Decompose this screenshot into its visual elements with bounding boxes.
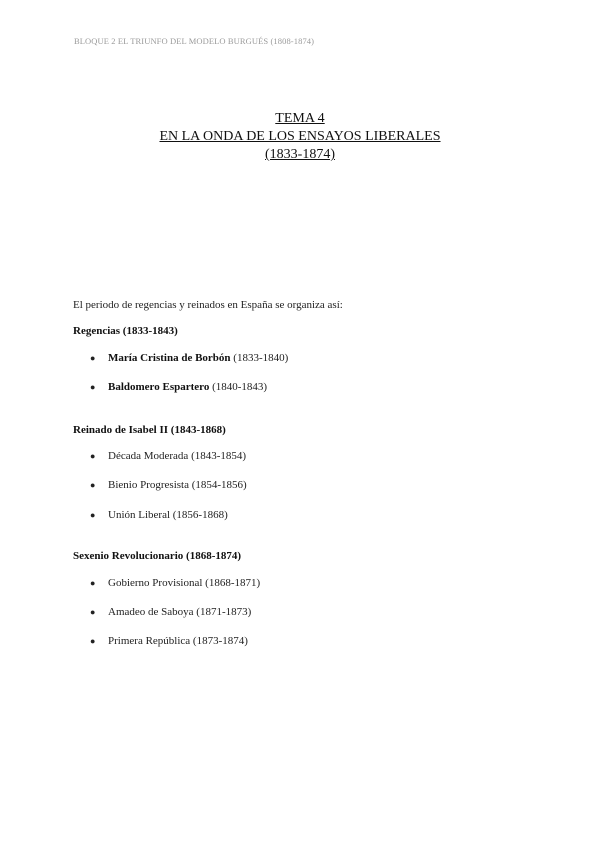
list-item-bold: María Cristina de Borbón <box>108 352 231 364</box>
list-item <box>90 352 288 364</box>
bullet-icon: ● <box>90 451 96 461</box>
section-heading-isabel-ii: Reinado de Isabel II (1843-1868) <box>73 424 226 436</box>
list-item-text: Gobierno Provisional (1868-1871) <box>108 577 261 589</box>
bullet-icon: ● <box>90 382 96 392</box>
title-line-2: EN LA ONDA DE LOS ENSAYOS LIBERALES <box>159 129 441 144</box>
list-item-text: Década Moderada (1843-1854) <box>108 450 247 462</box>
bullet-icon: ● <box>90 636 96 646</box>
list-item <box>90 479 247 491</box>
bullet-icon: ● <box>90 480 96 490</box>
bullet-icon: ● <box>90 607 96 617</box>
title-line-3: (1833-1874) <box>265 147 335 162</box>
intro-paragraph: El periodo de regencias y reinados en España se organiza así: <box>73 299 343 311</box>
running-header: BLOQUE 2 EL TRIUNFO DEL MODELO BURGUÉS (1808-1874) <box>74 36 315 46</box>
section-heading-regencias: Regencias (1833-1843) <box>73 325 178 337</box>
list-item-text: (1833-1840) <box>230 352 289 364</box>
list-item-text: Amadeo de Saboya (1871-1873) <box>108 606 252 618</box>
list-item <box>90 509 228 521</box>
list-item-text: Primera República (1873-1874) <box>108 635 248 647</box>
list-item <box>90 635 248 647</box>
list-item-text: (1840-1843) <box>209 381 268 393</box>
title-line-1: TEMA 4 <box>275 111 325 126</box>
list-item <box>90 606 251 618</box>
bullet-icon: ● <box>90 578 96 588</box>
list-item <box>90 381 267 393</box>
bullet-icon: ● <box>90 353 96 363</box>
list-item-text: Unión Liberal (1856-1868) <box>108 509 228 521</box>
list-item-bold: Baldomero Espartero <box>108 381 210 393</box>
document-title <box>0 110 600 164</box>
bullet-icon: ● <box>90 510 96 520</box>
list-item <box>90 450 246 462</box>
list-item-text: Bienio Progresista (1854-1856) <box>108 479 247 491</box>
section-heading-sexenio: Sexenio Revolucionario (1868-1874) <box>73 550 242 562</box>
list-item <box>90 577 260 589</box>
